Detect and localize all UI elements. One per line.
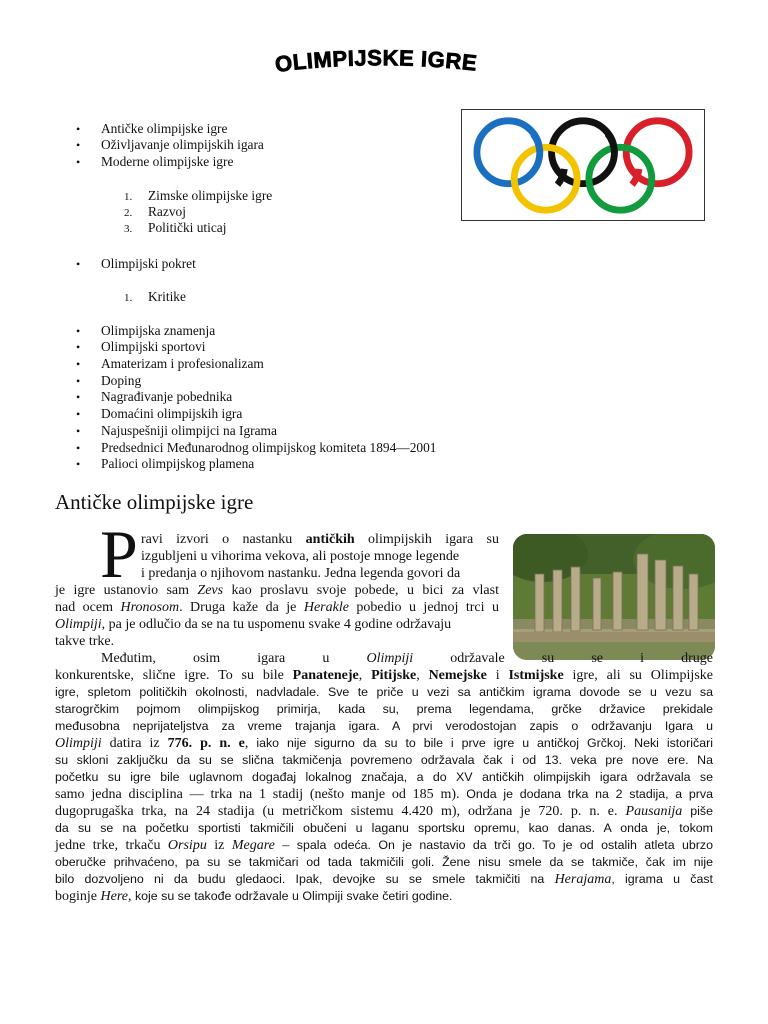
toc-item[interactable]: • Amaterizam i profesionalizam [101, 356, 264, 372]
toc-item[interactable]: • Olimpijski sportovi [101, 339, 206, 355]
toc-subitem[interactable]: 1. Kritike [124, 289, 186, 304]
section-heading: Antičke olimpijske igre [55, 490, 254, 514]
ancient-olympia-photo [513, 534, 715, 660]
toc-subitem[interactable]: 3. Politički uticaj [124, 220, 227, 235]
toc-item[interactable]: • Olimpijski pokret [101, 256, 196, 272]
toc-subitem[interactable]: 1. Zimske olimpijske igre [124, 188, 273, 203]
toc-item[interactable]: • Nagrađivanje pobednika [101, 389, 232, 405]
toc-item[interactable]: • Najuspešniji olimpijci na Igrama [101, 423, 277, 439]
toc-subitem[interactable]: 2. Razvoj [124, 204, 186, 219]
toc-item[interactable]: • Olimpijska znamenja [101, 323, 215, 339]
toc-item[interactable]: • Oživljavanje olimpijskih igara [101, 137, 264, 153]
toc-item[interactable]: • Antičke olimpijske igre [101, 121, 227, 137]
drop-cap: P [100, 516, 138, 592]
toc-item[interactable]: • Predsednici Međunarodnog olimpijskog komiteta 1894—2001 [101, 440, 436, 456]
toc-item[interactable]: • Moderne olimpijske igre [101, 154, 233, 170]
table-of-contents [0, 0, 768, 480]
toc-item[interactable]: • Doping [101, 373, 141, 389]
toc-item[interactable]: • Palioci olimpijskog plamena [101, 456, 254, 472]
document-title-text: OLIMPIJSKE IGRE [273, 45, 479, 77]
toc-item[interactable]: • Domaćini olimpijskih igra [101, 406, 242, 422]
